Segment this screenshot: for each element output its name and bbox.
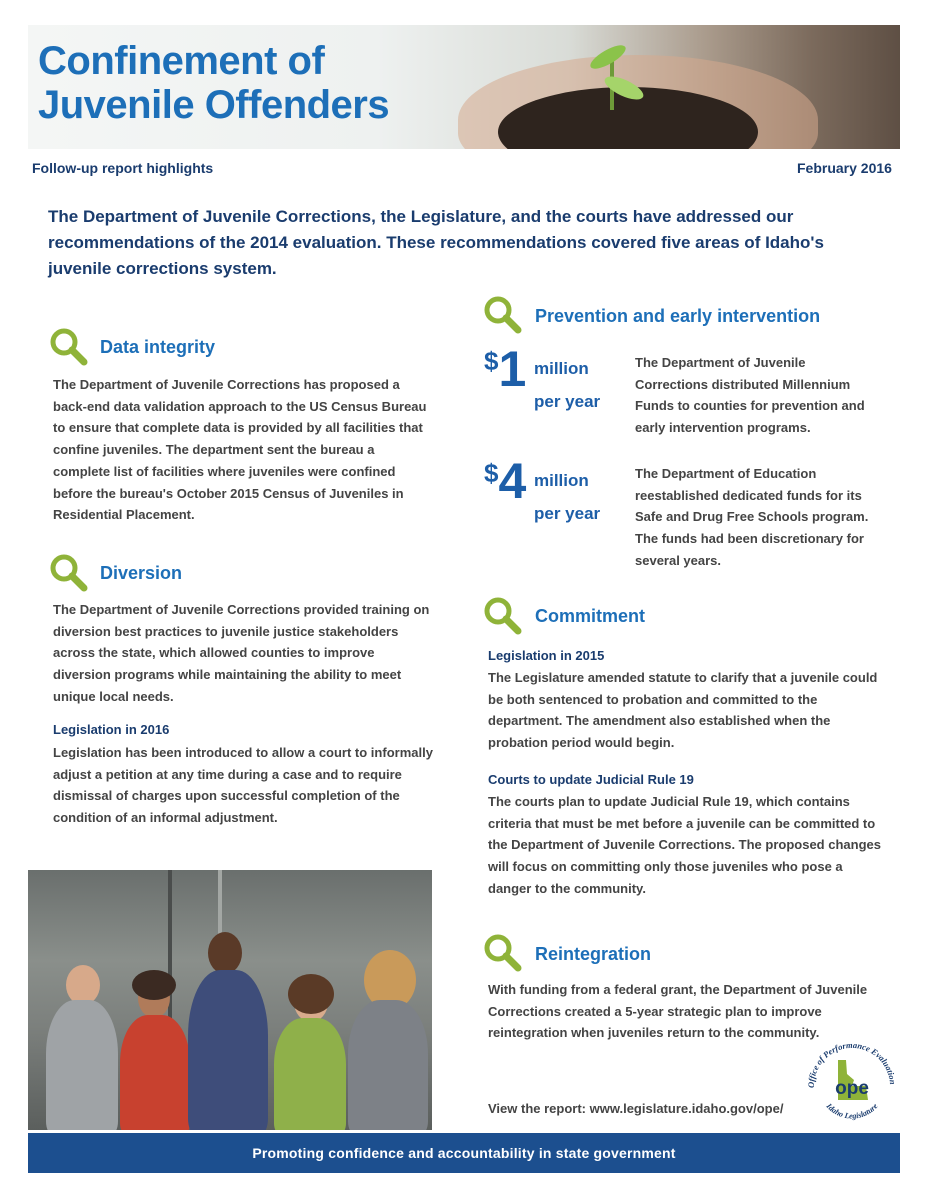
sub-heading-legislation-2015: Legislation in 2015 xyxy=(488,648,605,663)
photo-person-hair xyxy=(288,974,334,1014)
intro-paragraph: The Department of Juvenile Corrections, the Legislature, and the courts have addressed our recommendations of the 2014 evaluation. These recommendations covered five areas of Idaho's juvenile corrections system. xyxy=(48,207,824,278)
amount-description: The Department of Education reestablished dedicated funds for its Safe and Drug Free Schools program. The funds had been discretionary for several years. xyxy=(635,466,869,568)
report-title xyxy=(38,39,389,127)
amount-unit-period: per year xyxy=(534,392,601,411)
photo-person-head xyxy=(66,965,100,1005)
amount-unit xyxy=(534,352,600,418)
section-heading-reintegration: Reintegration xyxy=(535,944,652,964)
amount-number: 1 xyxy=(498,341,527,397)
photo-person-body xyxy=(348,1000,428,1130)
section-heading-prevention: Prevention and early intervention xyxy=(535,306,821,326)
section-body-diversion: The Department of Juvenile Corrections provided training on diversion best practices to juvenile justice stakeholders across the state, which allowed counties to improve diversion programs while maintaining the ability to meet unique local needs. xyxy=(53,602,430,704)
title-line-2: Juvenile Offenders xyxy=(38,83,390,127)
amount-figure xyxy=(484,341,527,397)
logo-arc-top-text: Office of Performance Evaluation xyxy=(805,1039,899,1089)
photo-person-body xyxy=(120,1015,190,1130)
logo-arc-bottom-text: Idaho Legislature xyxy=(824,1101,880,1121)
footer-bar xyxy=(28,1133,900,1173)
amount-figure xyxy=(484,453,527,509)
sub-body-legislation-2016: Legislation has been introduced to allow a court to informally adjust a petition at any time during a case and to require dismissal of charges upon successful completion of the condition of an informal adjustment. xyxy=(53,745,433,826)
header-banner xyxy=(28,25,900,149)
section-body-reintegration: With funding from a federal grant, the Department of Juvenile Corrections created a 5-year strategic plan to improve reintegration when juveniles return to the community. xyxy=(488,982,868,1041)
amount-description: The Department of Juvenile Corrections distributed Millennium Funds to counties for prevention and early intervention programs. xyxy=(635,355,865,436)
amount-unit xyxy=(534,464,600,530)
dollar-sign: $ xyxy=(484,346,499,376)
magnifier-icon xyxy=(48,326,88,366)
report-subtitle: Follow-up report highlights xyxy=(32,160,214,176)
section-heading-data-integrity: Data integrity xyxy=(100,337,216,357)
sub-heading-judicial-rule: Courts to update Judicial Rule 19 xyxy=(488,772,694,787)
photo-person-hair xyxy=(132,970,176,1000)
amount-number: 4 xyxy=(498,453,527,509)
section-heading-diversion: Diversion xyxy=(100,563,183,583)
sub-heading-legislation-2016: Legislation in 2016 xyxy=(53,722,170,737)
photo-person-head xyxy=(208,932,242,974)
sub-body-judicial-rule: The courts plan to update Judicial Rule 19, which contains criteria that must be met before a juvenile can be committed to the Department of Juvenile Corrections. The proposed changes will focus on committing only those juveniles who pose a danger to the community. xyxy=(488,794,881,896)
magnifier-icon xyxy=(482,595,522,635)
amount-unit-million: million xyxy=(534,471,589,490)
amount-unit-period: per year xyxy=(534,504,601,523)
section-body-data-integrity: The Department of Juvenile Corrections has proposed a back-end data validation approach to the US Census Bureau to ensure that complete data is provided by all facilities that confine juveniles. The department sent the bureau a complete list of facilities where juveniles were confined before the bureau's October 2015 Census of Juveniles in Residential Placement. xyxy=(53,377,427,523)
sub-body-legislation-2015: The Legislature amended statute to clarify that a juvenile could be both sentenced to probation and committed to the department. The amendment also established when the probation period would begin. xyxy=(488,670,878,751)
dollar-sign: $ xyxy=(484,458,499,488)
footer-tagline: Promoting confidence and accountability in state government xyxy=(252,1145,676,1161)
magnifier-icon xyxy=(482,294,522,334)
title-line-1: Confinement of xyxy=(38,39,325,83)
teens-photo xyxy=(28,870,432,1130)
view-report-link[interactable]: View the report: www.legislature.idaho.gov/ope/ xyxy=(488,1101,784,1116)
photo-person-body xyxy=(274,1018,346,1130)
report-date: February 2016 xyxy=(797,160,892,176)
photo-person-body xyxy=(46,1000,118,1130)
section-heading-commitment: Commitment xyxy=(535,606,646,626)
logo-mark-text: ope xyxy=(835,1078,869,1099)
amount-unit-million: million xyxy=(534,359,589,378)
photo-person-body xyxy=(188,970,268,1130)
ope-logo xyxy=(800,1030,904,1134)
magnifier-icon xyxy=(482,932,522,972)
magnifier-icon xyxy=(48,552,88,592)
